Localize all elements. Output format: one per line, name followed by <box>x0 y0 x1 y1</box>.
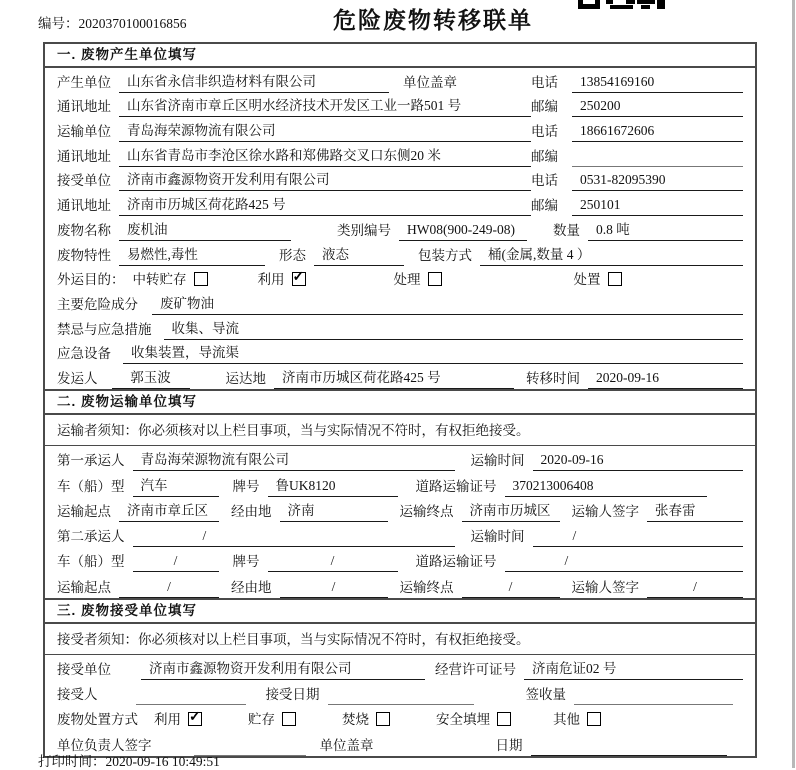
disposal-option-label: 其他 <box>553 711 580 727</box>
producer-zip-value: 250200 <box>572 98 743 117</box>
producer-address-row <box>45 93 755 118</box>
producer-row <box>45 68 755 93</box>
purpose-label: 外运目的： <box>57 271 125 287</box>
receiver-phone-value: 0531-82095390 <box>572 172 743 191</box>
print-time-label: 打印时间： <box>38 754 106 769</box>
waste-code-label: 类别编号 <box>337 222 391 238</box>
acceptor-row <box>45 680 755 705</box>
second-carrier-label: 第二承运人 <box>57 529 125 545</box>
waste-property-label: 废物特性 <box>57 247 111 263</box>
unit-seal-label: 单位盖章 <box>319 737 374 753</box>
route-via-label: 经由地 <box>231 503 272 519</box>
equipment-label: 应急设备 <box>57 346 111 362</box>
checkbox-storage-icon <box>194 272 208 286</box>
accepting-unit-value: 济南市鑫源物资开发利用有限公司 <box>141 657 425 680</box>
destination-value: 济南市历城区荷花路425 号 <box>274 366 514 389</box>
first-carrier-value: 青岛海荣源物流有限公司 <box>133 448 455 471</box>
purpose-option-dispose <box>574 268 622 288</box>
second-carrier-row <box>45 522 755 547</box>
phone-label: 电话 <box>531 173 558 189</box>
carrier-sign2-value: / <box>647 579 743 598</box>
zip-label: 邮编 <box>531 198 558 214</box>
disposal-option-label: 利用 <box>154 711 181 727</box>
disposal-option-label: 焚烧 <box>342 711 369 727</box>
measures-label: 禁忌与应急措施 <box>57 321 152 337</box>
qr-code-icon <box>576 0 666 9</box>
transport-time-label: 运输时间 <box>470 529 525 545</box>
vehicle-type-label: 车（船）型 <box>57 478 125 494</box>
checkbox-use-icon <box>292 272 306 286</box>
received-qty-value <box>574 687 733 705</box>
transfer-purpose-row <box>45 266 755 291</box>
purpose-option-storage <box>133 268 208 288</box>
disposal-method-row <box>45 705 755 730</box>
transport-time2-value: / <box>533 528 744 547</box>
transporter-address-value: 山东省青岛市李沧区徐水路和郑佛路交叉口东侧20 米 <box>119 144 531 167</box>
form-state-label: 形态 <box>279 247 306 263</box>
route-start-label: 运输起点 <box>57 579 111 595</box>
receiver-address-row <box>45 191 755 216</box>
vehicle-type2-value: / <box>133 553 219 572</box>
emergency-equipment-row <box>45 340 755 365</box>
receiver-zip-pair <box>531 194 743 216</box>
permit-label: 经营许可证号 <box>435 662 516 678</box>
second-carrier-value: / <box>133 528 455 547</box>
receiver-value: 济南市鑫源物资开发利用有限公司 <box>119 168 531 191</box>
responsible-sign-label: 单位负责人签字 <box>57 737 152 753</box>
emergency-measures-row <box>45 315 755 340</box>
route-via2-value: / <box>280 579 388 598</box>
purpose-option-label: 利用 <box>257 271 285 287</box>
road-cert2-value: / <box>505 553 744 572</box>
first-carrier-row <box>45 446 755 471</box>
carrier-sign-label: 运输人签字 <box>571 503 639 519</box>
transport-time-label: 运输时间 <box>470 453 525 469</box>
print-time-value: 2020-09-16 10:49:51 <box>105 754 220 769</box>
route2-row <box>45 572 755 597</box>
date-value <box>531 738 728 756</box>
checkbox-other-icon <box>587 712 601 726</box>
producer-phone-value: 13854169160 <box>572 74 743 93</box>
waste-code-value: HW08(900-249-08) <box>399 222 527 241</box>
phone-label: 电话 <box>531 124 558 140</box>
receiver-phone-pair <box>531 169 743 191</box>
vehicle1-row <box>45 471 755 496</box>
received-qty-label: 签收量 <box>525 687 566 703</box>
producer-zip-pair <box>531 95 743 117</box>
accept-date-label: 接受日期 <box>265 687 320 703</box>
purpose-option-use <box>258 268 306 288</box>
purpose-option-label: 中转贮存 <box>132 271 187 287</box>
packing-label: 包装方式 <box>418 247 472 263</box>
accepting-unit-label: 接受单位 <box>57 662 111 678</box>
disposal-option-label: 贮存 <box>248 711 275 727</box>
waste-name-value: 废机油 <box>119 218 291 241</box>
route-via-label: 经由地 <box>231 579 272 595</box>
phone-label: 电话 <box>531 74 558 90</box>
address-label: 通讯地址 <box>57 99 111 115</box>
section2 <box>45 389 755 598</box>
receiver-address-value: 济南市历城区荷花路425 号 <box>119 193 531 216</box>
receiver-row <box>45 167 755 192</box>
carrier-sign-value: 张春雷 <box>647 499 743 522</box>
route-start2-value: / <box>119 579 219 598</box>
transporter-row <box>45 117 755 142</box>
acceptor-label: 接受人 <box>57 687 98 703</box>
disposal-option-store <box>248 708 296 728</box>
road-cert-label: 道路运输证号 <box>415 554 497 570</box>
route-end-label: 运输终点 <box>399 503 454 519</box>
receiver-label: 接受单位 <box>57 173 111 189</box>
route-start-label: 运输起点 <box>57 503 111 519</box>
hazard-component-row <box>45 290 755 315</box>
permit-value: 济南危证02 号 <box>524 657 743 680</box>
checkbox-treat-icon <box>428 272 442 286</box>
unit-seal-label: 单位盖章 <box>403 74 457 90</box>
plate-label: 牌号 <box>232 554 260 570</box>
plate-label: 牌号 <box>232 478 260 494</box>
plate-value: 鲁UK8120 <box>268 474 398 497</box>
road-cert-label: 道路运输证号 <box>415 478 497 494</box>
checkbox-landfill-icon <box>497 712 511 726</box>
vehicle-type-label: 车（船）型 <box>57 554 125 570</box>
address-label: 通讯地址 <box>57 148 111 164</box>
vehicle2-row <box>45 547 755 572</box>
packing-value: 桶(金属,数量 4 ） <box>480 243 743 266</box>
serial-label: 编号： <box>38 16 79 31</box>
transporter-notice: 运输者须知：你必须核对以上栏目事项，当与实际情况不符时，有权拒绝接受。 <box>45 415 755 446</box>
checkbox-use-icon <box>188 712 202 726</box>
purpose-option-label: 处理 <box>393 271 421 287</box>
transporter-label: 运输单位 <box>57 124 111 140</box>
waste-qty-label: 数量 <box>553 222 580 238</box>
producer-phone-pair <box>531 71 743 93</box>
waste-property-row <box>45 241 755 266</box>
transporter-address-row <box>45 142 755 167</box>
disposal-option-landfill <box>436 708 511 728</box>
print-time-line <box>38 750 220 770</box>
shipper-label: 发运人 <box>57 370 98 386</box>
destination-label: 运达地 <box>225 370 266 386</box>
transporter-phone-pair <box>531 120 743 142</box>
route-end2-value: / <box>462 579 560 598</box>
first-carrier-label: 第一承运人 <box>57 453 125 469</box>
shipper-row <box>45 364 755 389</box>
serial-value: 2020370100016856 <box>78 16 187 31</box>
route-end-value: 济南市历城区 <box>462 499 560 522</box>
form-state-value: 液态 <box>314 243 404 266</box>
transporter-phone-value: 18661672606 <box>572 123 743 142</box>
section3-header: 三. 废物接受单位填写 <box>45 598 755 624</box>
acceptor-value <box>136 687 246 705</box>
purpose-option-treat <box>394 268 442 288</box>
producer-value: 山东省永信非织造材料有限公司 <box>119 70 389 93</box>
page-right-edge <box>792 0 795 768</box>
transfer-time-label: 转移时间 <box>526 370 580 386</box>
date-label: 日期 <box>495 737 523 753</box>
address-label: 通讯地址 <box>57 198 111 214</box>
vehicle-type-value: 汽车 <box>133 474 219 497</box>
road-cert-value: 370213006408 <box>505 478 708 497</box>
disposal-label: 废物处置方式 <box>57 711 138 727</box>
transporter-value: 青岛海荣源物流有限公司 <box>119 119 531 142</box>
checkbox-store-icon <box>282 712 296 726</box>
accept-date-value <box>328 687 474 705</box>
waste-property-value: 易燃性,毒性 <box>119 243 265 266</box>
plate2-value: / <box>268 553 398 572</box>
route-via-value: 济南 <box>280 499 388 522</box>
route-start-value: 济南市章丘区 <box>119 499 219 522</box>
zip-label: 邮编 <box>531 148 558 164</box>
accepting-unit-row <box>45 655 755 680</box>
route1-row <box>45 497 755 522</box>
section3 <box>45 598 755 756</box>
disposal-option-use <box>154 708 202 728</box>
receiver-notice: 接受者须知：你必须核对以上栏目事项，当与实际情况不符时，有权拒绝接受。 <box>45 624 755 655</box>
checkbox-dispose-icon <box>608 272 622 286</box>
checkbox-incinerate-icon <box>376 712 390 726</box>
producer-label: 产生单位 <box>57 74 111 90</box>
hazard-label: 主要危险成分 <box>57 296 138 312</box>
waste-name-label: 废物名称 <box>57 222 111 238</box>
disposal-option-other <box>553 708 601 728</box>
producer-address-value: 山东省济南市章丘区明水经济技术开发区工业一路501 号 <box>119 94 531 117</box>
page-title: 危险废物转移联单 <box>333 7 533 33</box>
measures-value: 收集、导流 <box>164 317 744 340</box>
shipper-value: 郭玉波 <box>112 366 190 389</box>
transporter-zip-value <box>572 149 743 167</box>
manifest-form <box>43 42 757 758</box>
section2-header: 二. 废物运输单位填写 <box>45 389 755 415</box>
zip-label: 邮编 <box>531 99 558 115</box>
hazard-value: 废矿物油 <box>152 292 743 315</box>
waste-name-row <box>45 216 755 241</box>
disposal-option-label: 安全填埋 <box>436 711 490 727</box>
route-end-label: 运输终点 <box>399 579 454 595</box>
transport-time-value: 2020-09-16 <box>533 452 744 471</box>
carrier-sign-label: 运输人签字 <box>571 579 639 595</box>
transporter-zip-pair <box>531 145 743 167</box>
equipment-value: 收集装置，导流渠 <box>123 341 743 364</box>
receiver-zip-value: 250101 <box>572 197 743 216</box>
section1-header: 一. 废物产生单位填写 <box>45 44 755 68</box>
purpose-option-label: 处置 <box>573 271 601 287</box>
waste-qty-value: 0.8 吨 <box>588 218 743 241</box>
disposal-option-incinerate <box>342 708 390 728</box>
transfer-time-value: 2020-09-16 <box>588 370 743 389</box>
